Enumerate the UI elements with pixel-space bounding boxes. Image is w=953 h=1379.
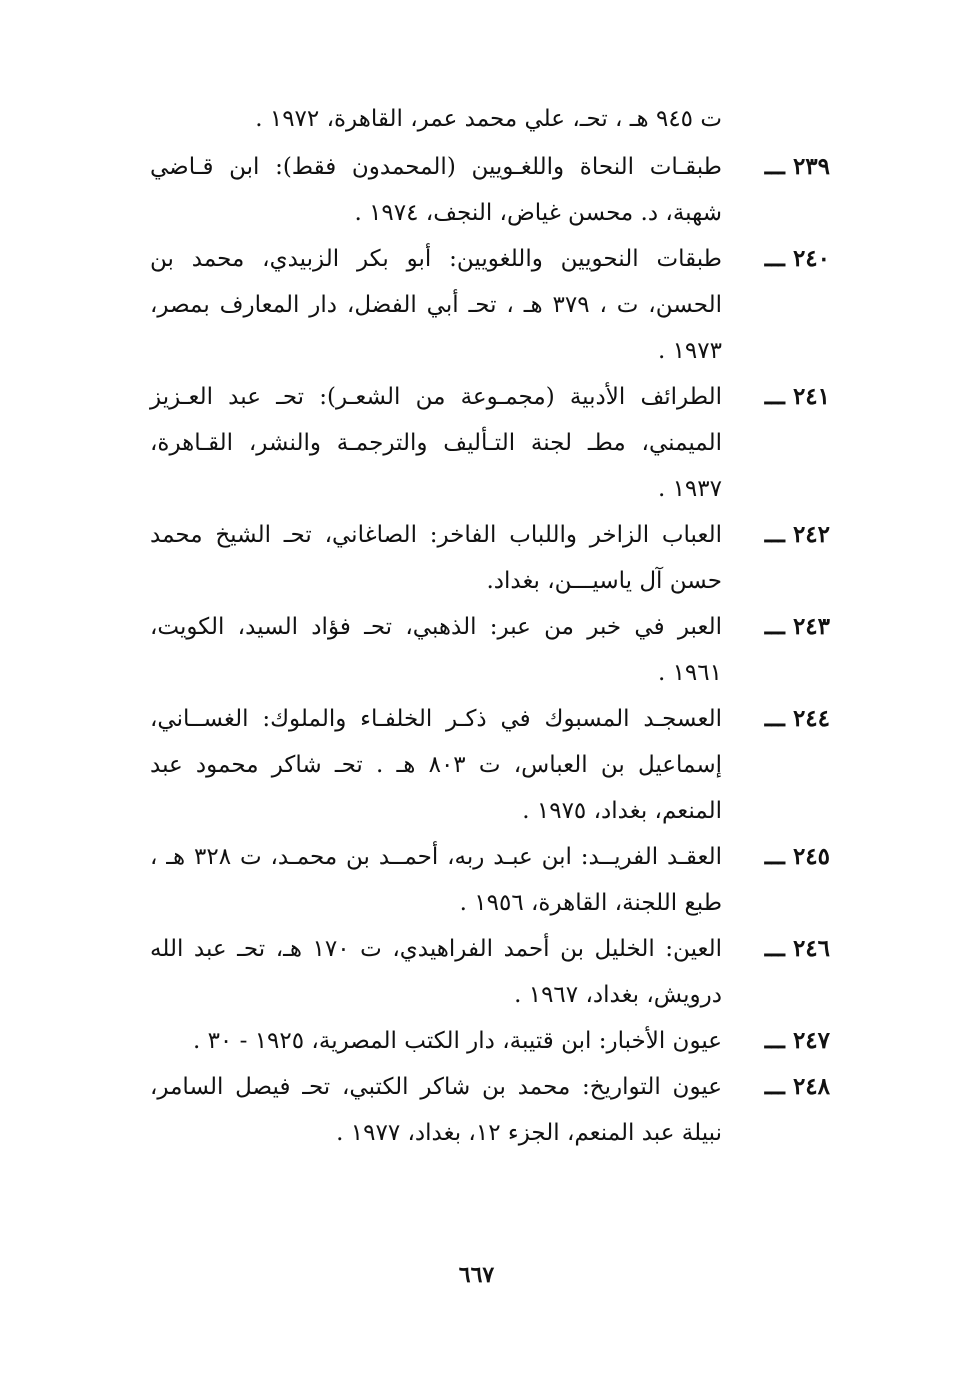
entry-text: طبقات النحويين واللغويين: أبو بكر الزبيدي، محمد بن الحسن، ت ، ٣٧٩ هـ ، تحـ أبي الفضل، دار المعارف بمصر، ١٩٧٣ .: [150, 246, 723, 364]
entry-number: ٢٤١ ـــ: [764, 383, 830, 410]
entry-number: ٢٤٤ ـــ: [764, 705, 830, 732]
bibliography-page: [150, 96, 830, 1156]
page-number: ٦٦٧: [458, 1262, 495, 1288]
entry-number: ٢٤٠ ـــ: [764, 245, 830, 272]
bibliography-entry-247: [150, 1018, 830, 1064]
entry-text: العبر في خبر من عبر: الذهبي، تحـ فؤاد السيد، الكويت، ١٩٦١ .: [150, 614, 722, 686]
entry-number: ٢٣٩ ـــ: [764, 153, 830, 180]
continuation-entry: [150, 96, 830, 142]
entry-text: طبقـات النحاة واللغـويين (المحمدون فقط): ابن قـاضي شهبة، د. محسن غياض، النجف، ١٩٧٤ .: [150, 154, 722, 226]
bibliography-entry-239: [150, 144, 830, 236]
bibliography-entry-240: [150, 236, 830, 374]
entry-number: ٢٤٣ ـــ: [764, 613, 830, 640]
bibliography-entry-241: [150, 374, 830, 512]
entry-text: عيون الأخبار: ابن قتيبة، دار الكتب المصرية، ١٩٢٥ - ٣٠ .: [192, 1028, 722, 1054]
bibliography-entry-245: [150, 834, 830, 926]
entry-text: العقـد الفريــد: ابن عبـد ربه، أحمــد بن محمـد، ت ٣٢٨ هـ ، طبع اللجنة، القاهرة، ١٩٥٦ .: [150, 844, 722, 916]
bibliography-entry-246: [150, 926, 830, 1018]
bibliography-entry-242: [150, 512, 830, 604]
bibliography-entry-248: [150, 1064, 830, 1156]
entry-text: العباب الزاخر واللباب الفاخر: الصاغاني، تحـ الشيخ محمد حسن آل ياسيـــن، بغداد.: [150, 522, 722, 594]
entry-text: عيون التواريخ: محمد بن شاكر الكتبي، تحـ فيصل السامر، نبيلة عبد المنعم، الجزء ١٢، بغداد، ١٩٧٧ .: [150, 1074, 722, 1146]
entry-number: ٢٤٦ ـــ: [764, 935, 830, 962]
bibliography-entry-243: [150, 604, 830, 696]
entry-number: ٢٤٢ ـــ: [764, 521, 830, 548]
entry-number: ٢٤٧ ـــ: [764, 1027, 830, 1054]
entry-text: الطرائف الأدبية (مجمـوعة من الشعـر): تحـ عبد العـزيز الميمني، مطـ لجنة التـأليف والترجمـة والنشر، القـاهرة، ١٩٣٧ .: [150, 384, 722, 502]
continuation-text: ت ٩٤٥ هـ ، تحـ، علي محمد عمر، القاهرة، ١٩٧٢ .: [255, 106, 722, 132]
entry-text: العين: الخليل بن أحمد الفراهيدي، ت ١٧٠ هـ، تحـ عبد الله درويش، بغداد، ١٩٦٧ .: [150, 936, 723, 1008]
entry-number: ٢٤٥ ـــ: [764, 843, 830, 870]
entry-number: ٢٤٨ ـــ: [764, 1073, 830, 1100]
entry-text: العسجـد المسبوك في ذكـر الخلفـاء والملوك: الغســاني، إسماعيل بن العباس، ت ٨٠٣ هـ . تحـ شاكر محمود عبد المنعم، بغداد، ١٩٧٥ .: [150, 706, 722, 824]
bibliography-entry-244: [150, 696, 830, 834]
